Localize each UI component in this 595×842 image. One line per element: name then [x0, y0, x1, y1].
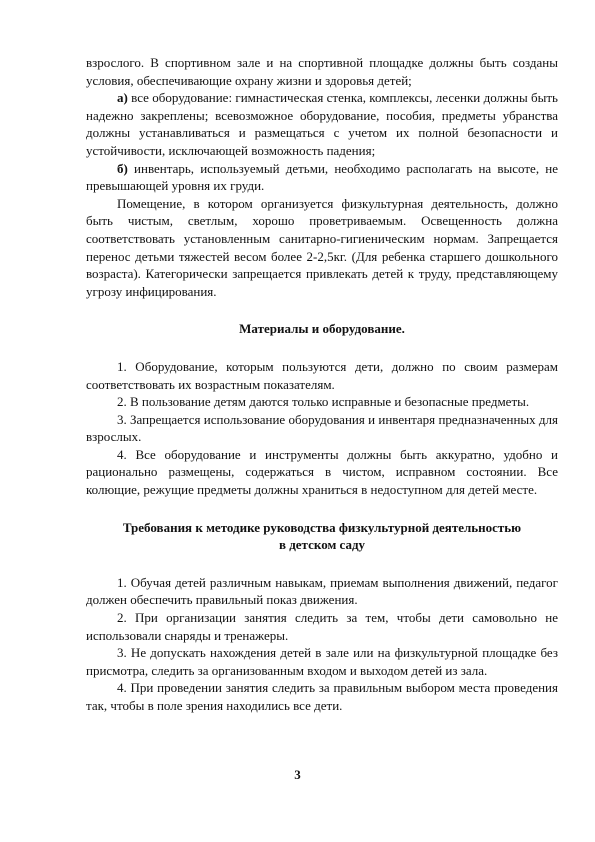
methodology-item-2: 2. При организации занятия следить за тем, чтобы дети самовольно не использовали снаряды и тренажеры. [86, 610, 558, 643]
section-heading-methodology-line2: в детском саду [278, 537, 366, 553]
paragraph-item-b [86, 160, 558, 195]
item-a-marker: а) [117, 90, 128, 106]
methodology-item-1: 1. Обучая детей различным навыкам, приемам выполнения движений, педагог должен обеспечить правильный показ движения. [86, 574, 558, 608]
item-b-text: инвентарь, используемый детьми, необходимо располагать на высоте, не превышающей уровня их груди. [86, 160, 558, 194]
methodology-item-4: 4. При проведении занятия следить за правильным выбором места проведения так, чтобы в поле зрения находились все дети. [86, 680, 558, 713]
materials-item-4: 4. Все оборудование и инструменты должны быть аккуратно, удобно и рационально размещены, содержаться в чистом, исправном состоянии. Все колющие, режущие предметы должны храниться в недоступном для детей месте. [86, 446, 558, 498]
item-b-marker: б) [117, 160, 128, 176]
paragraph-item-a [86, 89, 558, 159]
materials-item-1: 1. Оборудование, которым пользуются дети, должно по своим размерам соответствовать их возрастным показателям. [86, 358, 558, 392]
section-heading-methodology-line1: Требования к методике руководства физкультурной деятельностью [122, 519, 522, 535]
materials-item-2: 2. В пользование детям даются только исправные и безопасные предметы. [117, 394, 530, 410]
page-number: 3 [294, 767, 301, 782]
methodology-item-3: 3. Не допускать нахождения детей в зале или на физкультурной площадке без присмотра, следить за организованным входом и выходом детей из зала. [86, 645, 558, 678]
section-heading-methodology [86, 519, 558, 554]
materials-item-3: 3. Запрещается использование оборудования и инвентаря предназначенных для взрослых. [86, 411, 558, 445]
page-content [86, 54, 558, 715]
item-a-text: все оборудование: гимнастическая стенка, комплексы, лесенки должны быть надежно закреплены; всевозможное оборудование, пособия, предметы убранства должны устанавливаться и размещаться с учетом их полной безопасности и устойчивости, исключающей возможность падения; [86, 90, 558, 158]
paragraph-intro: взрослого. В спортивном зале и на спортивной площадке должны быть созданы условия, обеспечивающие охрану жизни и здоровья детей; [86, 55, 558, 88]
paragraph-premises: Помещение, в котором организуется физкультурная деятельность, должно быть чистым, светлым, хорошо проветриваемым. Освещенность должна соответствовать установленным санитарно-гигиеническим нормам. Запрещается перенос детьми тяжестей весом более 2-2,5кг. (Для ребенка старшего дошкольного возраста). Категорически запрещается привлекать детей к труду, представляющему угрозу инфицирования. [86, 195, 558, 299]
section-heading-materials: Материалы и оборудование. [239, 321, 405, 337]
